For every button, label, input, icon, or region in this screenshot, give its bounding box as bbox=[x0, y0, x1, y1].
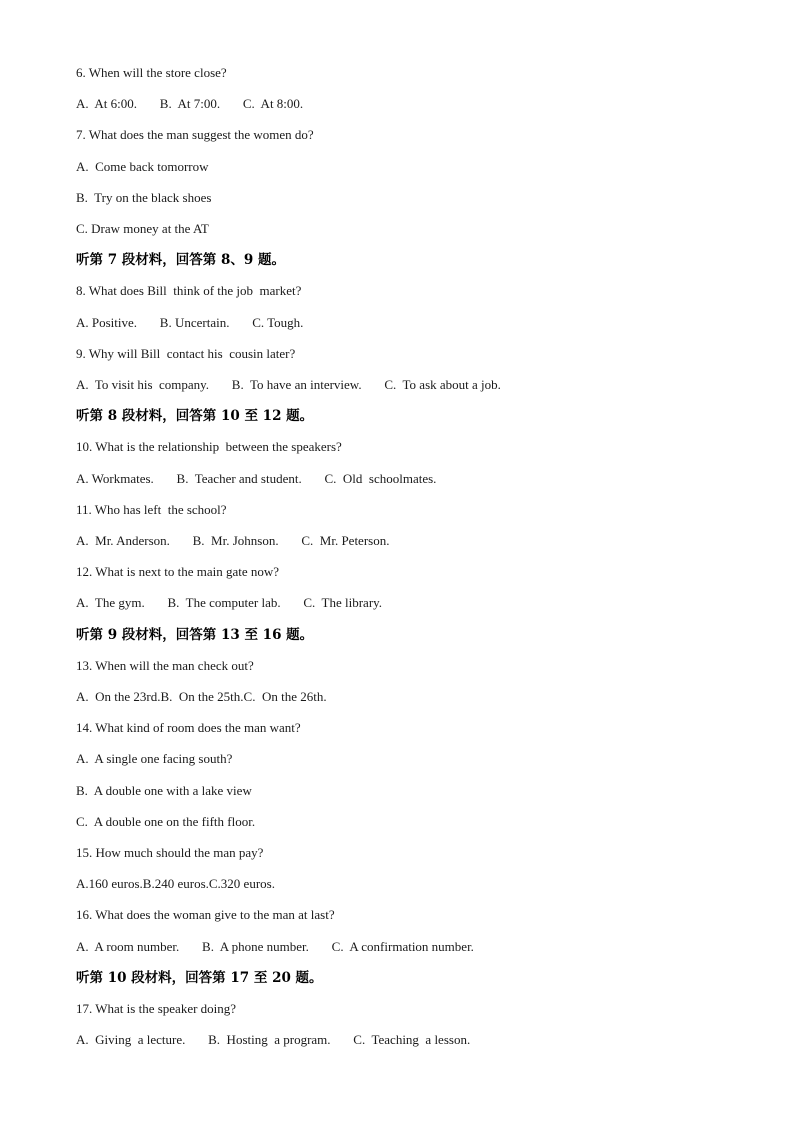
answer-options: A. Giving a lecture. B. Hosting a program. C. Teaching a lesson. bbox=[76, 1032, 471, 1047]
question-text: 9. Why will Bill contact his cousin later? bbox=[76, 346, 296, 361]
answer-options: C. A double one on the fifth floor. bbox=[76, 814, 256, 829]
section-heading: 听第 8 段材料，回答第 10 至 12 题。 bbox=[76, 408, 314, 424]
answer-options: A. Come back tomorrow bbox=[76, 159, 209, 174]
answer-options: A.160 euros.B.240 euros.C.320 euros. bbox=[76, 876, 275, 891]
answer-options: A. At 6:00. B. At 7:00. C. At 8:00. bbox=[76, 96, 304, 111]
answer-options: A. A room number. B. A phone number. C. A confirmation number. bbox=[76, 939, 474, 954]
question-text: 16. What does the woman give to the man at last? bbox=[76, 907, 335, 922]
answer-options: A. The gym. B. The computer lab. C. The library. bbox=[76, 595, 383, 610]
question-text: 14. What kind of room does the man want? bbox=[76, 720, 301, 735]
section-heading: 听第 7 段材料，回答第 8、9 题。 bbox=[76, 252, 285, 268]
question-text: 17. What is the speaker doing? bbox=[76, 1001, 237, 1016]
answer-options: C. Draw money at the AT bbox=[76, 221, 209, 236]
question-text: 7. What does the man suggest the women do? bbox=[76, 127, 314, 142]
answer-options: A. Mr. Anderson. B. Mr. Johnson. C. Mr. Peterson. bbox=[76, 533, 390, 548]
answer-options: A. To visit his company. B. To have an interview. C. To ask about a job. bbox=[76, 377, 501, 392]
question-text: 15. How much should the man pay? bbox=[76, 845, 264, 860]
question-text: 13. When will the man check out? bbox=[76, 658, 254, 673]
question-text: 6. When will the store close? bbox=[76, 65, 227, 80]
answer-options: B. A double one with a lake view bbox=[76, 783, 252, 798]
question-text: 12. What is next to the main gate now? bbox=[76, 564, 280, 579]
section-heading: 听第 9 段材料，回答第 13 至 16 题。 bbox=[76, 627, 314, 643]
question-text: 10. What is the relationship between the speakers? bbox=[76, 439, 342, 454]
answer-options: A. On the 23rd.B. On the 25th.C. On the 26th. bbox=[76, 689, 327, 704]
question-text: 11. Who has left the school? bbox=[76, 502, 227, 517]
section-heading: 听第 10 段材料，回答第 17 至 20 题。 bbox=[76, 970, 323, 986]
answer-options: A. A single one facing south? bbox=[76, 751, 233, 766]
answer-options: B. Try on the black shoes bbox=[76, 190, 212, 205]
answer-options: A. Workmates. B. Teacher and student. C. Old schoolmates. bbox=[76, 471, 437, 486]
question-text: 8. What does Bill think of the job market? bbox=[76, 283, 302, 298]
answer-options: A. Positive. B. Uncertain. C. Tough. bbox=[76, 315, 304, 330]
